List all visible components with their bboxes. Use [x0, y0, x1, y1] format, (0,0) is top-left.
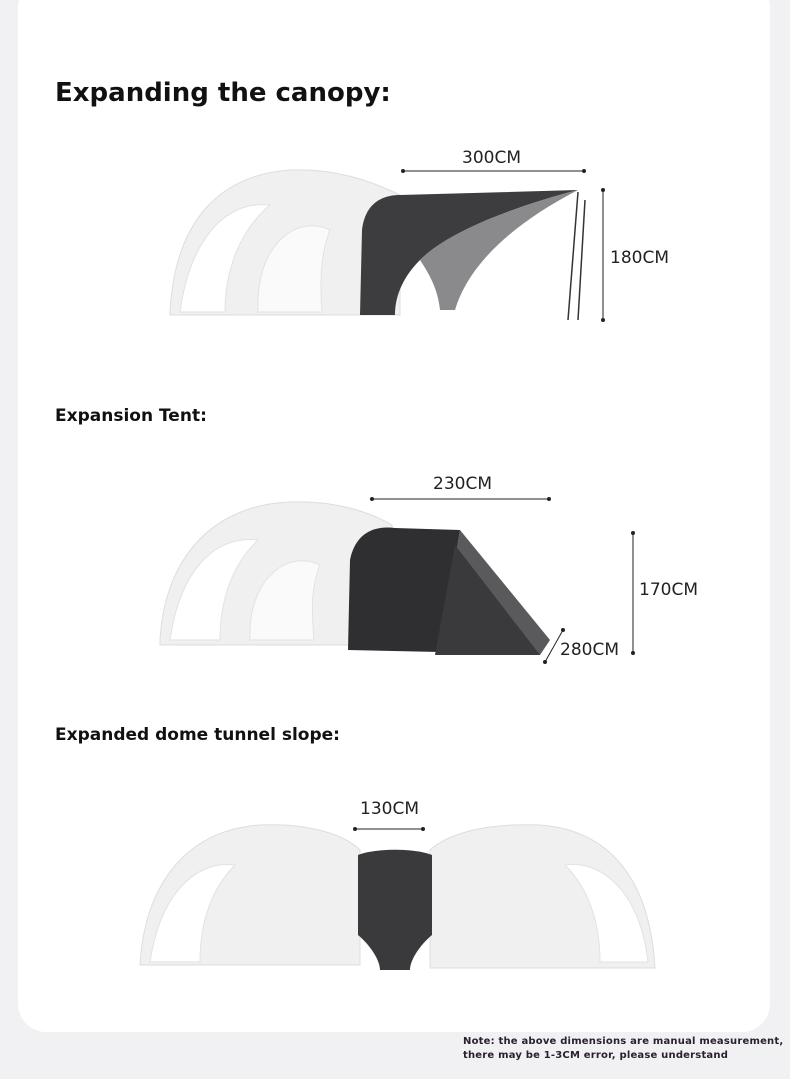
- dimension-width: 230CM: [433, 474, 492, 494]
- dimension-height: 170CM: [639, 580, 698, 600]
- note-line-1: Note: the above dimensions are manual measurement,: [463, 1036, 784, 1047]
- canopy-illustration: [170, 169, 605, 322]
- expansion-tent-illustration: [160, 497, 635, 664]
- section-title-canopy: Expanding the canopy:: [55, 78, 391, 108]
- measurement-note: [463, 1035, 783, 1063]
- dimension-height: 180CM: [610, 248, 669, 268]
- note-line-2: there may be 1-3CM error, please understand: [463, 1050, 729, 1061]
- dome-tunnel-illustration: [140, 825, 655, 970]
- dimension-width: 300CM: [462, 148, 521, 168]
- dimension-width: 130CM: [360, 799, 419, 819]
- section-title-expansion-tent: Expansion Tent:: [55, 406, 207, 426]
- section-title-dome-tunnel: Expanded dome tunnel slope:: [55, 725, 340, 745]
- dimension-depth: 280CM: [560, 640, 619, 660]
